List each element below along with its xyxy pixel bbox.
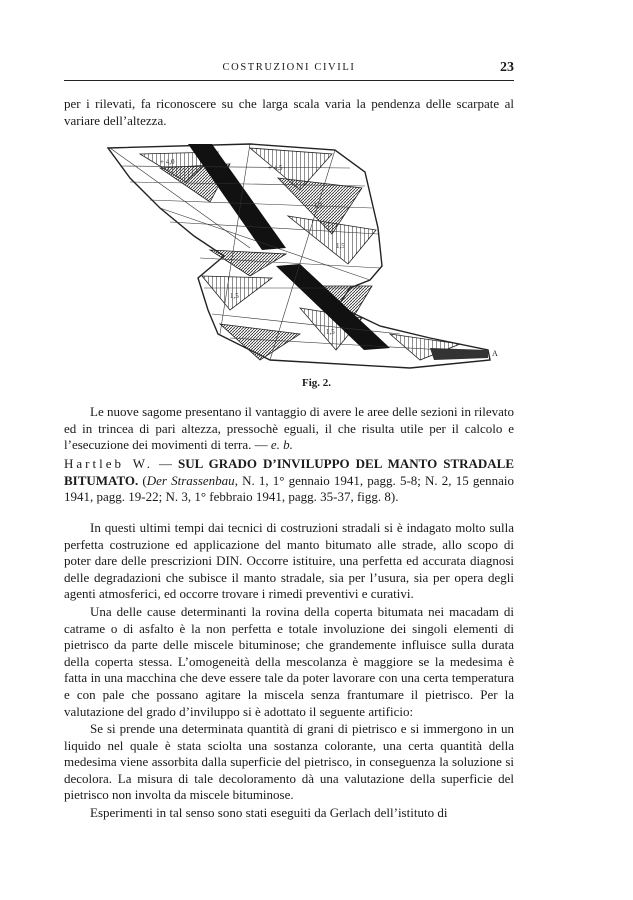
figure-label: 1,5 [336, 242, 345, 250]
figure-caption: Fig. 2. [301, 377, 332, 389]
road-profile-figure [100, 138, 500, 370]
review-title: SUL GRADO D’INVILUPPO DEL MANTO STRADALE BITUMATO. [64, 456, 515, 488]
note-signature: e. b. [270, 437, 293, 453]
review-heading [64, 456, 514, 506]
figure-label: A [492, 349, 498, 358]
section-area-5 [288, 216, 376, 264]
review-dash: — [153, 456, 179, 471]
body-paragraph: Una delle cause determinanti la rovina della coperta bitumata nei macadam di catrame o di asfalto è la non perfetta e totale involuzione dei singoli elementi di pietrisco da parte delle miscele bituminose; che grandemente influisce sulla durata della coperta stessa. L’omogeneità della mescolanza è maggiore se la medesima è fatta in una macchina che deve essere tale da poter lavorare con una certa temperatura e con pale che possano agitare la miscela senza frantumare il pietrisco. Per la valutazione del grado d’inviluppo si è adottato il seguente artificio: [64, 604, 514, 719]
figure-label: + 4,0 [160, 158, 175, 166]
section-area-10 [220, 324, 300, 360]
body-paragraph: In questi ultimi tempi dai tecnici di costruzioni stradali si è indagato molto sulla perfetta costruzione ed applicazione del manto bitumato alle strade, allo scopo di poter dare delle prescrizioni DIN. Occorre istituire, una perfetta ed accurata diagnosi delle degradazioni che subisce il manto stradale, sia per l’usura, sia per opera degli agenti atmosferici, ed occorre trovare i rimedi preventivi e curativi. [64, 520, 514, 602]
header-rule [64, 80, 514, 81]
body-paragraph: Se si prende una determinata quantità di grani di pietrisco e si immergono in un liquido nel quale è stata sciolta una sostanza colorante, una certa quantità della medesima viene assorbita dalla superficie del pietrisco, in conseguenza la soluzione si decolora. La misura di tale decoloramento dà una valutazione della superficie del pietrisco non involta da miscele bituminose. [64, 721, 514, 803]
page-header [64, 60, 514, 82]
body-paragraph: Esperimenti in tal senso sono stati eseguiti da Gerlach dell’istituto di [90, 805, 448, 820]
review-citation: , N. 1, 1° gennaio 1941, pagg. 5-8; N. 2, 15 gennaio 1941, pagg. 19-22; N. 3, 1° febbraio 1941, pagg. 35-37, figg. 8). [64, 472, 514, 505]
note-paragraph [64, 404, 514, 454]
section-area-6 [210, 250, 286, 276]
figure-label: 1,5 [230, 292, 239, 300]
note-text: Le nuove sagome presentano il vantaggio di avere le aree delle sezioni in rilevato ed in trincea di pari altezza, pressochè eguali, il che risulta utile per il calcolo e l’esecuzione dei movimenti di terra. — [64, 404, 514, 453]
running-title: COSTRUZIONI CIVILI [222, 62, 356, 73]
page-number: 23 [500, 60, 514, 75]
review-journal-open: ( [138, 472, 147, 488]
review-journal: Der Strassenbau [146, 472, 235, 488]
figure-label: + 4,5 [268, 164, 283, 172]
review-author: Hartleb W. [64, 456, 154, 471]
intro-paragraph: per i rilevati, fa riconoscere su che larga scala varia la pendenza delle scarpate al variare dell’altezza. [64, 96, 514, 128]
figure-label: 1,5 [314, 202, 323, 210]
figure-label: 1,5 [326, 328, 335, 336]
